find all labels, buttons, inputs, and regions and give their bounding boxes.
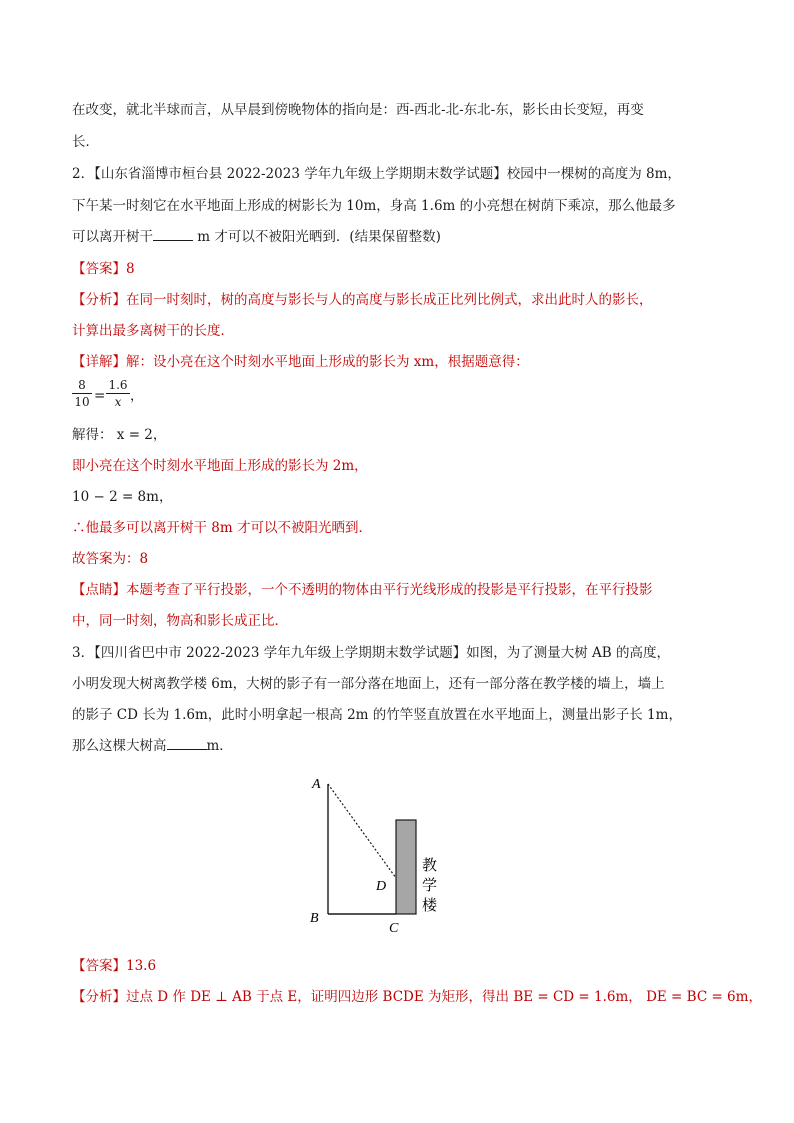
q2-stem-line-3 xyxy=(72,227,732,247)
detail-tag: 【详解】 xyxy=(72,354,126,370)
q2-detail-line-5: 故答案为：8 xyxy=(72,551,149,567)
building-label-char: 教 xyxy=(422,856,438,874)
q2-comment-line-2: 中，同一时刻，物高和影长成正比． xyxy=(72,613,288,629)
detail-text: 解：设小亮在这个时刻水平地面上形成的影长为 xm，根据题意得： xyxy=(126,354,529,370)
analysis-text: 在同一时刻时，树的高度与影长与人的高度与影长成正比列比例式，求出此时人的影长， xyxy=(126,292,653,308)
q2-answer xyxy=(72,259,732,279)
analysis-text: 过点 D 作 DE ⊥ AB 于点 E，证明四边形 BCDE 为矩形，得出 BE = CD = 1.6m， DE = BC = 6m， xyxy=(126,989,762,1005)
q2-detail-line-4: ∴他最多可以离开树干 8m 才可以不被阳光晒到． xyxy=(72,520,372,536)
q3-stem-line-2: 小明发现大树离教学楼 6m，大树的影子有一部分落在地面上，还有一部分落在教学楼的墙上，墙上 xyxy=(72,676,665,692)
q2-detail-line-3: 10 − 2 = 8m， xyxy=(72,489,173,505)
label-C: C xyxy=(389,921,399,936)
q2-number: 2． xyxy=(72,166,95,182)
numerator: 8 xyxy=(78,378,86,392)
q3-stem-text: m． xyxy=(206,738,233,754)
equation-tail: ， xyxy=(130,388,144,404)
analysis-tag: 【分析】 xyxy=(72,292,126,308)
fraction-8-10 xyxy=(72,378,92,409)
q3-stem-line-3: 的影子 CD 长为 1.6m，此时小明拿起一根高 2m 的竹竿竖直放置在水平地面上，测量出影子长 1m， xyxy=(72,707,682,723)
intro-line-1: 在改变，就北半球而言，从早晨到傍晚物体的指向是：西-西北-北-东北-东，影长由长变短，再变 xyxy=(72,102,644,118)
q3-stem-text: 如图，为了测量大树 AB 的高度， xyxy=(466,645,670,661)
q3-analysis-line-1 xyxy=(72,987,762,1007)
q2-stem-text: 校园中一棵树的高度为 8m， xyxy=(506,166,681,182)
q2-detail-line-2: 即小亮在这个时刻水平地面上形成的影长为 2m， xyxy=(72,458,368,474)
q3-stem-text: 那么这棵大树高 xyxy=(72,738,167,754)
answer-blank xyxy=(153,227,193,241)
q2-analysis-line-2: 计算出最多离树干的长度． xyxy=(72,323,234,339)
analysis-tag: 【分析】 xyxy=(72,989,126,1005)
answer-tag: 【答案】 xyxy=(72,261,126,277)
q3-stem-line-4 xyxy=(72,736,732,756)
q2-stem-line-1 xyxy=(72,164,732,184)
comment-text: 本题考查了平行投影，一个不透明的物体由平行光线形成的投影是平行投影，在平行投影 xyxy=(126,582,653,598)
label-D: D xyxy=(376,879,387,894)
label-A: A xyxy=(312,777,321,792)
building-label-char: 楼 xyxy=(422,896,438,914)
q2-solve: 解得： x = 2， xyxy=(72,427,167,443)
building-label-char: 学 xyxy=(422,876,438,894)
sun-ray-AD xyxy=(328,784,396,878)
equals-sign: = xyxy=(94,388,106,404)
q3-answer xyxy=(72,956,732,976)
q2-detail-line-1 xyxy=(72,352,732,372)
denominator: x xyxy=(114,395,122,409)
q2-comment-line-1 xyxy=(72,580,732,600)
answer-tag: 【答案】 xyxy=(72,958,126,974)
fraction-1.6-x xyxy=(106,378,130,409)
q3-source: 【四川省巴中市 2022-2023 学年九年级上学期期末数学试题】 xyxy=(94,645,467,661)
q2-source: 【山东省淄博市桓台县 2022-2023 学年九年级上学期期末数学试题】 xyxy=(94,166,507,182)
tree-shadow-diagram xyxy=(300,770,460,940)
q3-number: 3． xyxy=(72,645,95,661)
q2-analysis-line-1 xyxy=(72,290,732,310)
q2-stem-text: 可以离开树干 xyxy=(72,229,153,245)
answer-value: 8 xyxy=(126,261,135,277)
comment-tag: 【点睛】 xyxy=(72,582,126,598)
denominator: 10 xyxy=(74,395,90,409)
fraction-bar xyxy=(106,393,130,394)
q2-stem-text: m 才可以不被阳光晒到．(结果保留整数) xyxy=(197,229,441,245)
q2-stem-line-2: 下午某一时刻它在水平地面上形成的树影长为 10m，身高 1.6m 的小亮想在树荫下乘凉，那么他最多 xyxy=(72,198,676,214)
answer-blank xyxy=(167,736,207,750)
fraction-bar xyxy=(72,393,92,394)
label-B: B xyxy=(310,911,319,926)
numerator: 1.6 xyxy=(108,378,128,392)
q3-stem-line-1 xyxy=(72,643,732,663)
intro-line-2: 长． xyxy=(72,134,99,150)
teaching-building xyxy=(396,820,416,914)
answer-value: 13.6 xyxy=(126,958,157,974)
